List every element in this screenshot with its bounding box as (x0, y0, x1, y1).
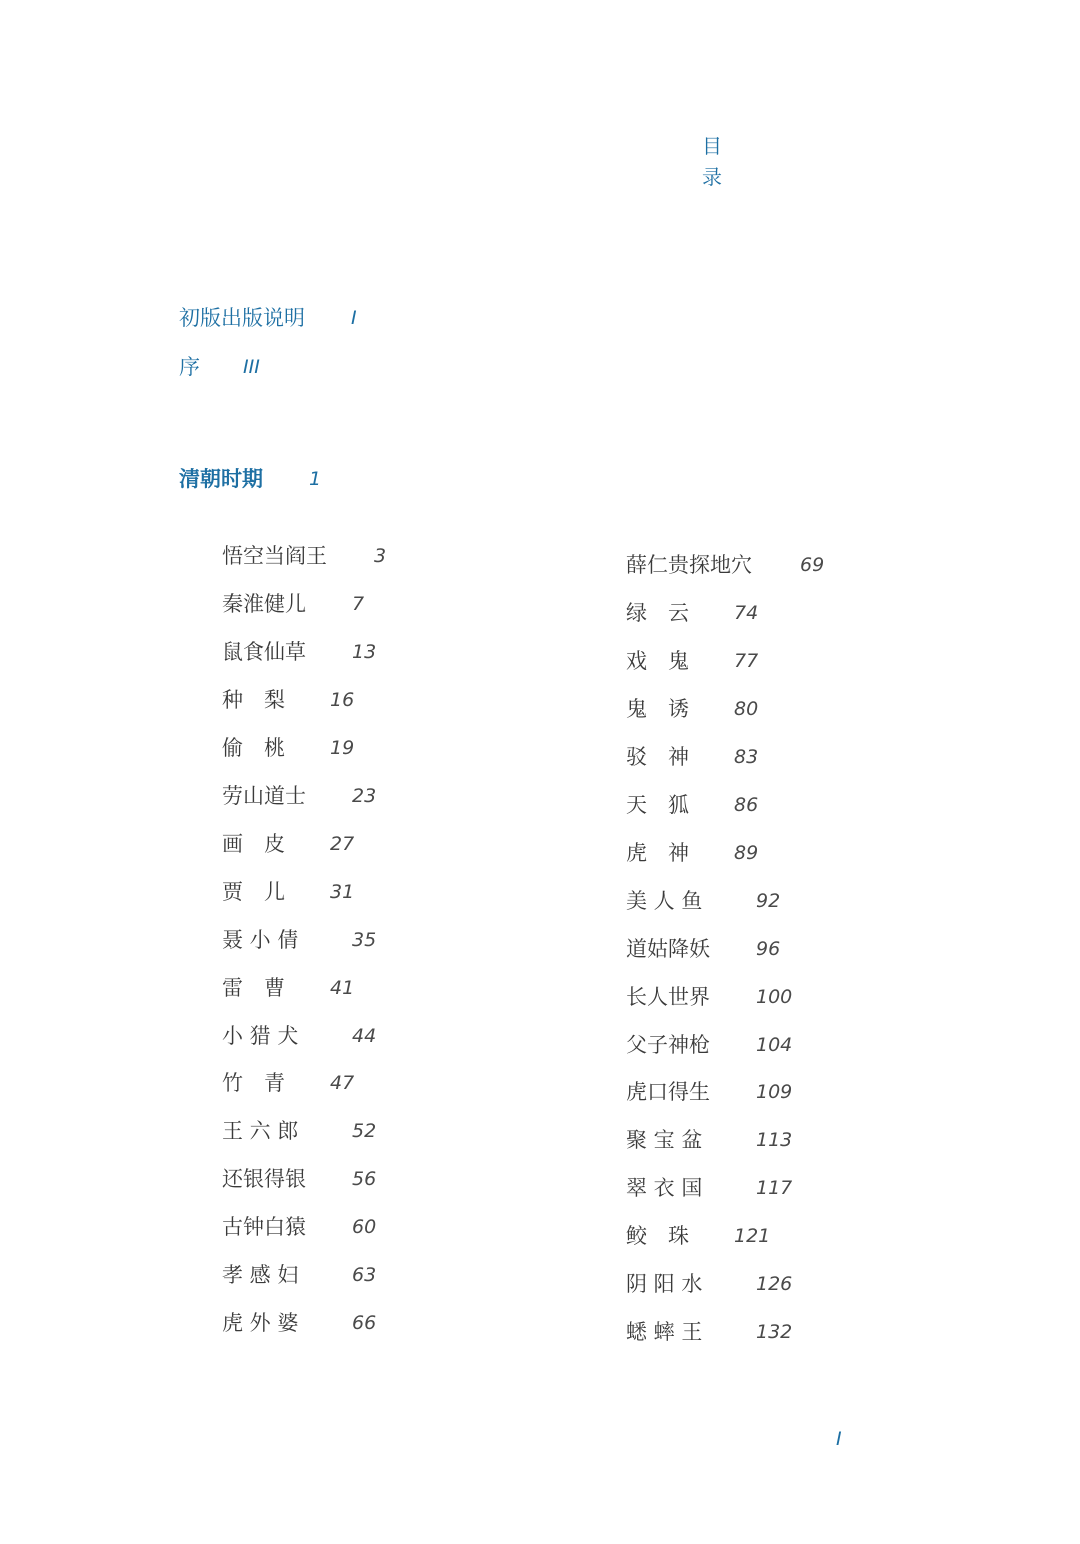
entry-page: 80 (734, 698, 759, 720)
entry-page: 89 (734, 842, 759, 864)
section-label: 清朝时期 (179, 467, 263, 491)
entry-title: 父子神枪 (626, 1033, 710, 1057)
entry-title: 美 人 鱼 (626, 889, 703, 913)
entry-page: 96 (756, 938, 781, 960)
entry-page: 63 (352, 1264, 377, 1286)
entry-page: 113 (756, 1129, 793, 1151)
entry-title: 薛仁贵探地穴 (626, 553, 752, 577)
entry-page: 69 (800, 554, 825, 576)
entry-title: 悟空当阎王 (222, 544, 327, 568)
entry-title: 阴 阳 水 (626, 1272, 703, 1296)
entry-page: 16 (330, 689, 355, 711)
entry-title: 道姑降妖 (626, 937, 710, 961)
entry-title: 鼠食仙草 (222, 640, 306, 664)
entry-title: 聚 宝 盆 (626, 1128, 703, 1152)
entry-title: 长人世界 (626, 985, 710, 1009)
entry-title: 秦淮健儿 (222, 592, 306, 616)
entry-page: 126 (756, 1273, 793, 1295)
entry-page: 13 (352, 641, 377, 663)
entry-page: 56 (352, 1168, 377, 1190)
entry-title: 驳 神 (626, 745, 689, 769)
entry-title: 虎 神 (626, 841, 689, 865)
entry-page: 100 (756, 986, 793, 1008)
front-matter-label: 初版出版说明 (179, 306, 305, 330)
entry-title: 蟋 蟀 王 (626, 1320, 703, 1344)
entry-title: 还银得银 (222, 1167, 306, 1191)
entry-page: 52 (352, 1120, 377, 1142)
entry-page: 35 (352, 929, 377, 951)
entry-page: 23 (352, 785, 377, 807)
entry-page: 83 (734, 746, 759, 768)
entry-title: 鲛 珠 (626, 1224, 689, 1248)
entry-title: 虎 外 婆 (222, 1311, 299, 1335)
entry-page: 19 (330, 737, 355, 759)
entry-page: 66 (352, 1312, 377, 1334)
toc-title-char-1: 目 (702, 134, 722, 158)
front-matter-page: III (243, 356, 260, 378)
entry-page: 7 (352, 593, 365, 615)
entry-title: 贾 儿 (222, 880, 285, 904)
entry-page: 109 (756, 1081, 793, 1103)
entry-title: 孝 感 妇 (222, 1263, 299, 1287)
entry-page: 31 (330, 881, 355, 903)
entry-page: 41 (330, 977, 355, 999)
entry-title: 天 狐 (626, 793, 689, 817)
entry-page: 104 (756, 1034, 793, 1056)
toc-title-char-2: 录 (702, 165, 722, 189)
section-page: 1 (309, 468, 322, 490)
entry-page: 47 (330, 1072, 355, 1094)
entry-title: 古钟白猿 (222, 1215, 306, 1239)
entry-title: 绿 云 (626, 601, 689, 625)
entry-page: 117 (756, 1177, 793, 1199)
entry-page: 121 (734, 1225, 771, 1247)
entry-page: 77 (734, 650, 759, 672)
front-matter-label: 序 (179, 355, 200, 379)
entry-title: 戏 鬼 (626, 649, 689, 673)
entry-page: 74 (734, 602, 759, 624)
page-number: I (836, 1428, 842, 1450)
entry-page: 44 (352, 1025, 377, 1047)
front-matter-page: I (351, 307, 357, 329)
entry-title: 翠 衣 国 (626, 1176, 703, 1200)
entry-title: 王 六 郎 (222, 1119, 299, 1143)
entry-title: 竹 青 (222, 1071, 285, 1095)
entry-page: 3 (374, 545, 387, 567)
entry-title: 聂 小 倩 (222, 928, 299, 952)
entry-page: 60 (352, 1216, 377, 1238)
entry-title: 鬼 诱 (626, 697, 689, 721)
entry-page: 27 (330, 833, 355, 855)
entry-title: 小 猎 犬 (222, 1024, 299, 1048)
entry-title: 偷 桃 (222, 736, 285, 760)
entry-title: 雷 曹 (222, 976, 285, 1000)
entry-title: 劳山道士 (222, 784, 306, 808)
entry-title: 画 皮 (222, 832, 285, 856)
entry-page: 132 (756, 1321, 793, 1343)
entry-page: 86 (734, 794, 759, 816)
entry-page: 92 (756, 890, 781, 912)
entry-title: 虎口得生 (626, 1080, 710, 1104)
entry-title: 种 梨 (222, 688, 285, 712)
